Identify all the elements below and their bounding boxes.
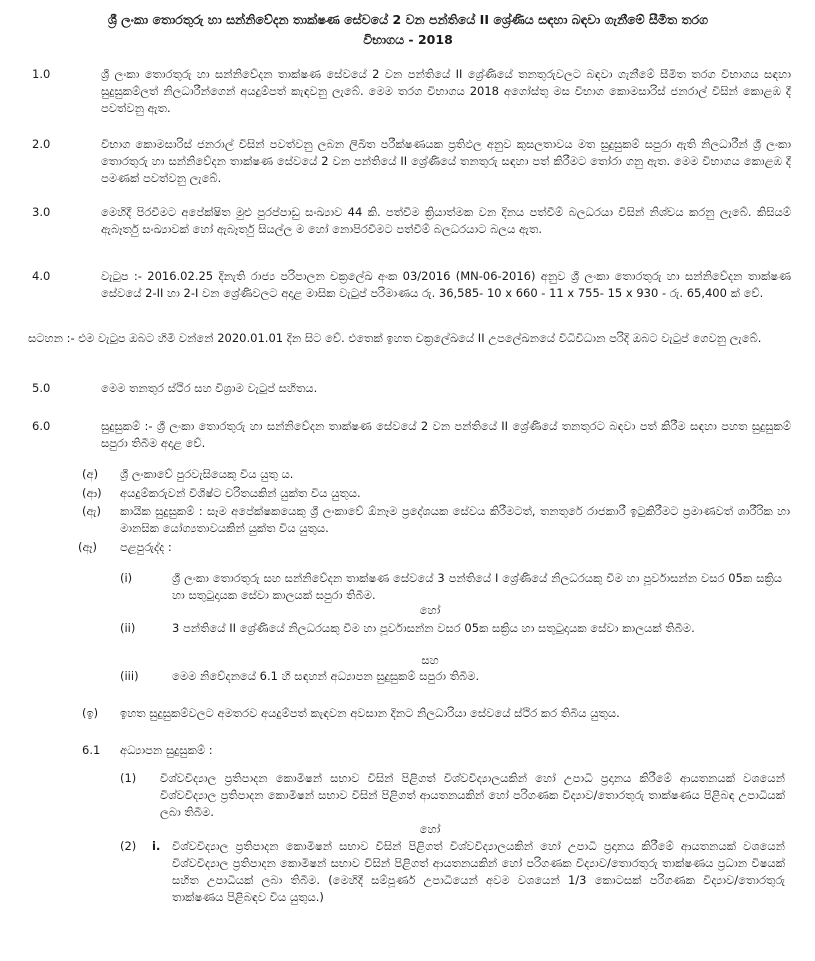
section-number: 1.0: [32, 67, 51, 81]
section-text: සුදුසුකම් :- ශ්‍රී ලංකා තොරතුරු හා සන්නිවේදන තාක්ෂණ සේවයේ 2 වන පන්තියේ II ශ්‍රේණියේ තනතුරට බඳවා පත් කිරීම සඳහා පහත සුදුසුකම් සපුරා තිබීම අදාළ වේ.: [101, 419, 791, 450]
section-number: 5.0: [32, 381, 51, 395]
section-number: 6.0: [32, 419, 51, 433]
section-number: 6.1: [82, 743, 101, 757]
roman-marker: (iii): [120, 669, 139, 683]
experience-text: 3 පන්තියේ II ශ්‍රේණියේ නිලධරයකු වීම හා පූර්වාසන්න වසර 05ක සක්‍රිය හා සතුටුදායක සේවා කාලයක් තිබීම.: [172, 621, 695, 635]
list-marker: (ඇ): [82, 504, 101, 518]
section-text: මෙම තනතුර ස්ථිර සහ විශ්‍රාම වැටුප් සහිතය.: [101, 381, 318, 395]
item-marker: (2): [120, 839, 137, 853]
section-text: විභාග කොමසාරිස් ජනරාල් විසින් පවත්වනු ලබන ලිඛිත පරීක්ෂණයක ප්‍රතිඵල අනුව කුසලතාවය මත සුදුසුකම් සපුරා ඇති නිලධාරීන් ශ්‍රී ලංකා තොරතුරු හා සන්නිවේදන තාක්ෂණ සේවයේ 2 වන පන්තියේ II ශ්‍රේණියේ තනතුරු සඳහා පත් කිරීමට තෝරා ගනු ඇත. මෙම විභාගය කොළඹ දී පමණක් පවත්වනු ලැබේ.: [101, 137, 791, 185]
education-text: විශ්වවිද්‍යාල ප්‍රතිපාදන කොමිෂන් සභාව විසින් පිළිගත් විශ්වවිද්‍යාලයකින් හෝ උපාධි ප්‍රදානය කිරීමේ ආයතනයක් වශයෙන් විශ්වවිද්‍යාල ප්‍රතිපාදන කොමිෂන් සභාව විසින් පිළිගත් ආයතනයකින් හෝ පරිගණක විද්‍යාව/තොරතුරු තාක්ෂණය පිළිබඳ උපාධියක් ලබා තිබීම.: [160, 771, 785, 819]
roman-marker: (ii): [120, 621, 136, 635]
roman-marker: (i): [120, 571, 133, 585]
or-separator: හෝ: [419, 603, 441, 617]
section-text: මෙහිදී පිරවීමට අපේක්ෂිත මුළු පුරප්පාඩු සංඛ්‍යාව 44 කි. පත්වීම ක්‍රියාත්මක වන දිනය පත්වීම් බලධරයා විසින් නිශ්චය කරනු ලැබේ. කිසියම් ඇබෑර්තු සංඛ්‍යාවක් හෝ ඇබෑර්තු සියල්ල ම හෝ නොපිරවීමට පත්වීම් බලධරයාට බලය ඇත.: [101, 205, 791, 236]
section-number: 2.0: [32, 137, 51, 151]
title-line-1: ශ්‍රී ලංකා තොරතුරු හා සන්නිවේදන තාක්ෂණ සේවයේ 2 වන පන්තියේ II ශ්‍රේණිය සඳහා බඳවා ගැනීමේ සීමිත තරග: [107, 12, 709, 27]
section-number: 4.0: [32, 269, 51, 283]
list-marker: (ඉ): [82, 706, 99, 720]
qualification-text: අයදුම්කරුවන් විශිෂ්ට චරිතයකින් යුක්ත විය යුතුය.: [120, 486, 361, 500]
or-separator: හෝ: [419, 822, 441, 836]
section-text: ශ්‍රී ලංකා තොරතුරු හා සන්නිවේදන තාක්ෂණ සේවයේ 2 වන පන්තියේ II ශ්‍රේණියේ තනතුරුවලට බඳවා ගැනීමේ සීමිත තරග විභාගය සඳහා සුදුසුකම්ලත් නිලධාරීන්ගෙන් අයදුම්පත් කැඳවනු ලැබේ. මෙම තරග විභාගය 2018 අගෝස්තු මස විභාග කොමසාරිස් ජනරාල් විසින් කොළඹ දී පවත්වනු ඇත.: [101, 67, 791, 115]
sub-marker: i.: [152, 839, 161, 853]
education-heading: අධ්‍යාපන සුදුසුකම් :: [120, 743, 213, 757]
document-title: [28, 10, 788, 50]
item-marker: (1): [120, 771, 137, 785]
list-marker: (ආ): [82, 486, 102, 500]
qualification-text: ශ්‍රී ලංකාවේ පුරවැසියෙකු විය යුතු ය.: [120, 467, 294, 481]
experience-text: ශ්‍රී ලංකා තොරතුරු සහ සන්නිවේදන තාක්ෂණ සේවයේ 3 පන්තියේ I ශ්‍රේණියේ නිලධරයකු වීම හා පූර්වාසන්න වසර 05ක සක්‍රිය හා සතුටුදායක සේවා කාලයක් සපුරා තිබීම.: [172, 571, 782, 602]
title-line-2: විභාගය - 2018: [363, 32, 453, 47]
qualification-text: පළපුරුද්ද :: [120, 540, 172, 554]
list-marker: (අ): [82, 467, 99, 481]
section-number: 3.0: [32, 205, 51, 219]
salary-note: සටහන :- එම වැටුප ඔබට හිමි වන්නේ 2020.01.01 දින සිට වේ. එතෙක් ඉහත චක්‍රලේඛයේ II උපලේඛනයේ විධිවිධාන පරිදි ඔබට වැටුප් ගෙවනු ලැබේ.: [28, 331, 762, 345]
education-text: විශ්වවිද්‍යාල ප්‍රතිපාදන කොමිෂන් සභාව විසින් පිළිගත් විශ්වවිද්‍යාලයකින් හෝ උපාධි ප්‍රදානය කිරීමේ ආයතනයක් වශයෙන් විශ්වවිද්‍යාල ප්‍රතිපාදන කොමිෂන් සභාව විසින් පිළිගත් ආයතනයකින් හෝ පරිගණක විද්‍යාව/තොරතුරු තාක්ෂණය ප්‍රධාන විෂයක් සහිත උපාධියක් ලබා තිබීම. (මෙහිදී සම්පූර්ණ උපාධියෙන් අවම වශයෙන් 1/3 කොටසක් පරිගණක විද්‍යාව/තොරතුරු තාක්ෂණය පිළිබඳව විය යුතුය.): [172, 839, 785, 904]
list-marker: (ඈ): [78, 540, 97, 554]
qualification-text: කායික සුදුසුකම් : සෑම අපේක්ෂකයෙකු ශ්‍රී ලංකාවේ ඕනෑම ප්‍රදේශයක සේවය කිරීමටත්, තනතුරේ රාජකාරී ඉටුකිරීමට ප්‍රමාණවත් ශාරීරික හා මානසික යෝග්‍යතාවයකින් යුක්ත විය යුතුය.: [120, 504, 790, 535]
and-separator: සහ: [421, 653, 439, 667]
experience-text: මෙම නිවේදනයේ 6.1 හි සඳහන් අධ්‍යාපන සුදුසුකම් සපුරා තිබීම.: [172, 669, 480, 683]
section-text: වැටුප :- 2016.02.25 දිනැති රාජ්‍ය පරිපාලන චක්‍රලේඛ අංක 03/2016 (MN-06-2016) අනුව ශ්‍රී ලංකා තොරතුරු හා සන්නිවේදන තාක්ෂණ සේවයේ 2-II හා 2-I වන ශ්‍රේණිවලට අදාළ මාසික වැටුප් පරිමාණය රු. 36,585- 10 x 660 - 11 x 755- 15 x 930 - රු. 65,400 ක් වේ.: [101, 269, 791, 300]
qualification-text: ඉහත සුදුසුකම්වලට අමතරව අයදුම්පත් කැඳවන අවසාන දිනට නිලධාරියා සේවයේ ස්ථිර කර තිබිය යුතුය.: [120, 706, 620, 720]
